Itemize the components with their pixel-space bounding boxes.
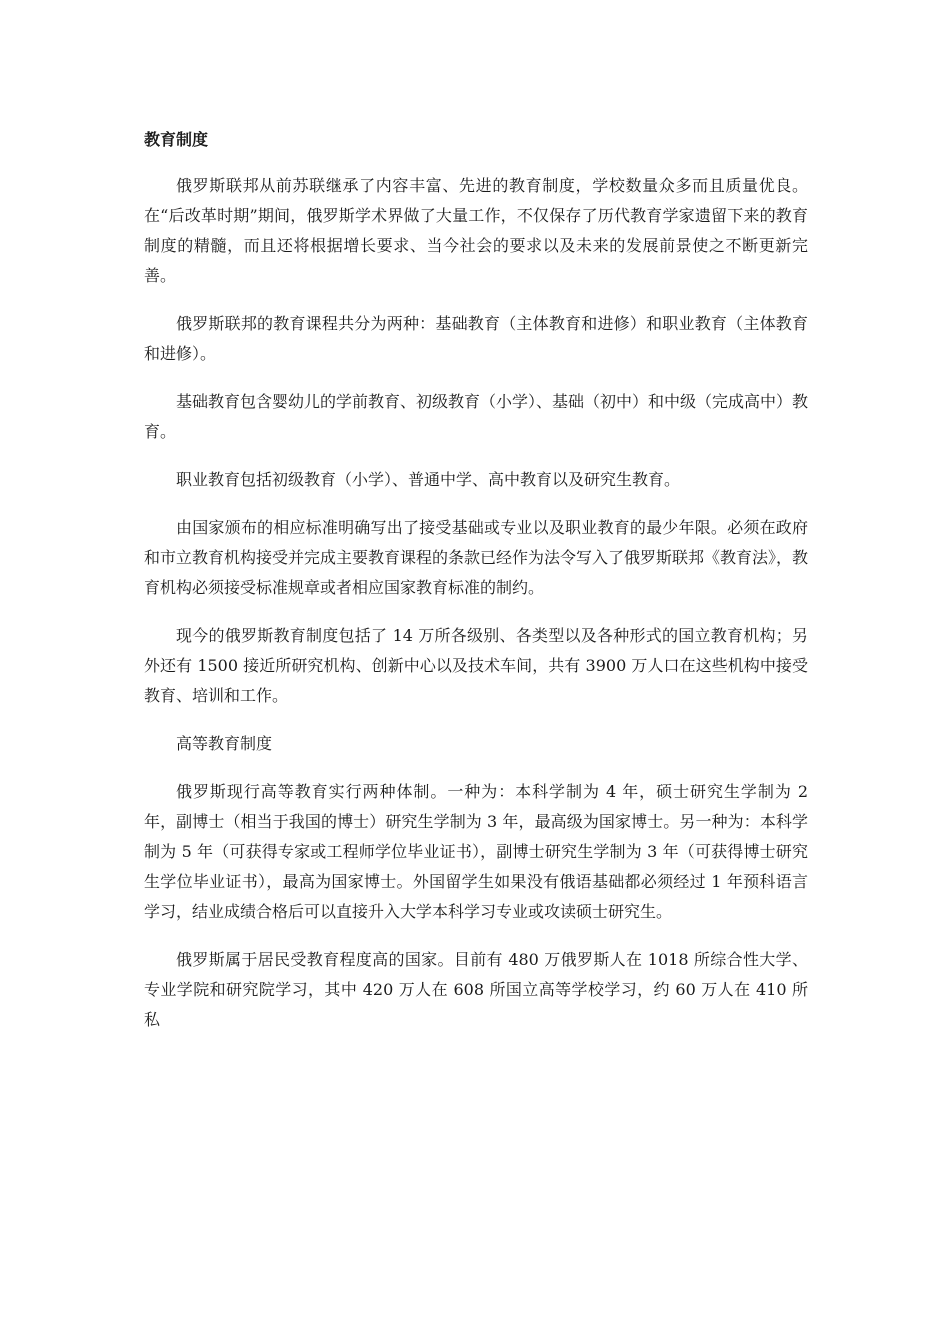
paragraph: 俄罗斯现行高等教育实行两种体制。一种为：本科学制为 4 年，硕士研究生学制为 2 年，副博士（相当于我国的博士）研究生学制为 3 年，最高级为国家博士。另一种为：本科学制为 5 年（可获得专家或工程师学位毕业证书），副博士研究生学制为 3 年（可获得博士研究生学位毕业证书），最高为国家博士。外国留学生如果没有俄语基础都必须经过 1 年预科语言学习，结业成绩合格后可以直接升入大学本科学习专业或攻读硕士研究生。 <box>144 782 808 921</box>
paragraph: 职业教育包括初级教育（小学）、普通中学、高中教育以及研究生教育。 <box>176 470 681 489</box>
paragraph: 由国家颁布的相应标准明确写出了接受基础或专业以及职业教育的最少年限。必须在政府和市立教育机构接受并完成主要教育课程的条款已经作为法令写入了俄罗斯联邦《教育法》，教育机构必须接受标准规章或者相应国家教育标准的制约。 <box>144 518 809 597</box>
paragraph: 俄罗斯联邦的教育课程共分为两种：基础教育（主体教育和进修）和职业教育（主体教育和进修）。 <box>144 314 808 363</box>
paragraph: 俄罗斯联邦从前苏联继承了内容丰富、先进的教育制度，学校数量众多而且质量优良。在“后改革时期”期间，俄罗斯学术界做了大量工作，不仅保存了历代教育学家遗留下来的教育制度的精髓，而且还将根据增长要求、当今社会的要求以及未来的发展前景使之不断更新完善。 <box>144 176 808 285</box>
paragraph: 现今的俄罗斯教育制度包括了 14 万所各级别、各类型以及各种形式的国立教育机构；另外还有 1500 接近所研究机构、创新中心以及技术车间，共有 3900 万人口在这些机构中接受教育、培训和工作。 <box>144 626 808 705</box>
paragraph: 基础教育包含婴幼儿的学前教育、初级教育（小学）、基础（初中）和中级（完成高中）教育。 <box>144 392 809 441</box>
section-heading: 高等教育制度 <box>176 734 273 753</box>
document-body <box>144 171 808 1053</box>
paragraph: 俄罗斯属于居民受教育程度高的国家。目前有 480 万俄罗斯人在 1018 所综合性大学、专业学院和研究院学习，其中 420 万人在 608 所国立高等学校学习，约 60 万人在 410 所私 <box>144 950 808 1029</box>
document-title: 教育制度 <box>144 130 209 149</box>
